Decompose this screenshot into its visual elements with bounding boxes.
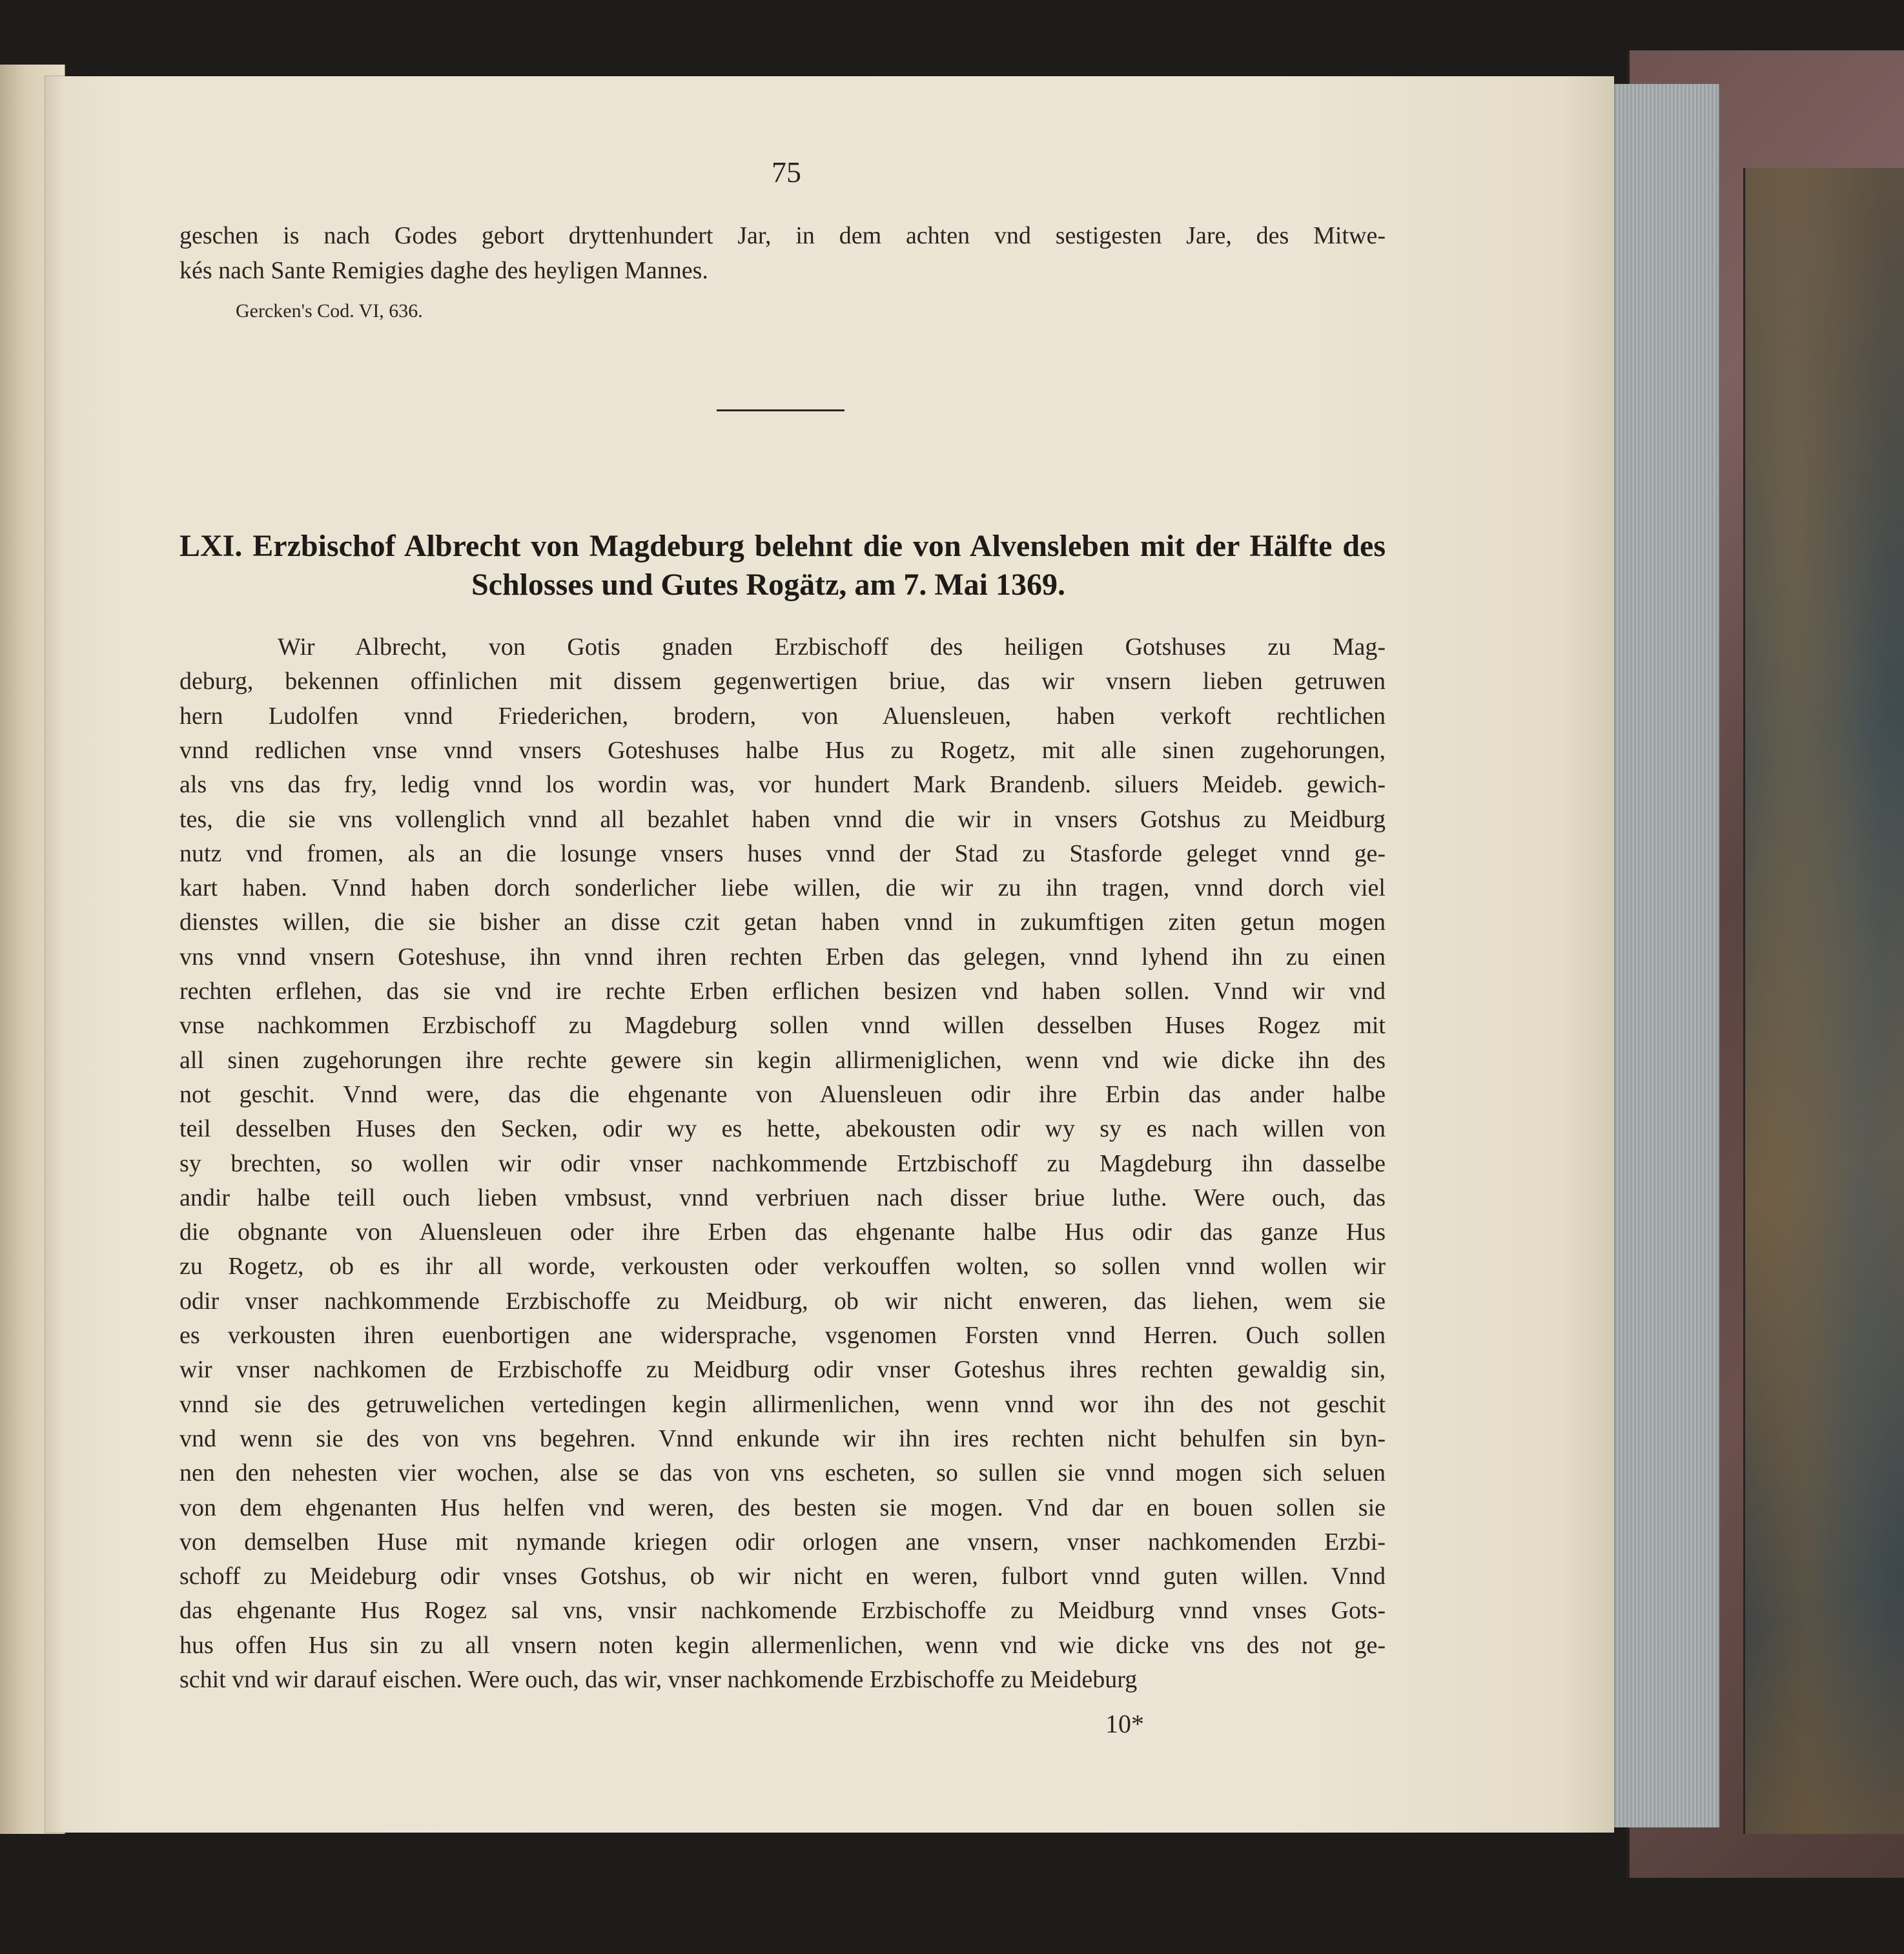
body-line: nen den nehesten vier wochen, alse se das von vns escheten, so sullen sie vnnd mogen sich seluen bbox=[179, 1459, 1386, 1487]
body-line: andir halbe teill ouch lieben vmbsust, vnnd verbriuen nach disser briue luthe. Were ouch, das bbox=[179, 1184, 1386, 1211]
document-heading-line-2: Schlosses und Gutes Rogätz, am 7. Mai 1369. bbox=[471, 568, 1066, 602]
body-line: vnnd redlichen vnse vnnd vnsers Goteshuses halbe Hus zu Rogetz, mit alle sinen zugehorungen, bbox=[179, 736, 1386, 764]
signature-mark: 10* bbox=[1105, 1709, 1144, 1738]
document-heading-line-1: LXI. Erzbischof Albrecht von Magdeburg belehnt die von Alvensleben mit der Hälfte des bbox=[179, 529, 1386, 563]
body-line: nutz vnd fromen, als an die losunge vnsers huses vnnd der Stad zu Stasforde geleget vnnd ge- bbox=[179, 839, 1386, 867]
body-line: von dem ehgenanten Hus helfen vnd weren, des besten sie mogen. Vnd dar en bouen sollen sie bbox=[179, 1494, 1386, 1521]
body-line: hern Ludolfen vnnd Friederichen, brodern, von Aluensleuen, haben verkoft rechtlichen bbox=[179, 702, 1386, 730]
intro-line: kés nach Sante Remigies daghe des heyligen Mannes. bbox=[179, 257, 708, 284]
body-line: all sinen zugehorungen ihre rechte gewere sin kegin allirmeniglichen, wenn vnd wie dicke ihn des bbox=[179, 1046, 1386, 1074]
body-line: Wir Albrecht, von Gotis gnaden Erzbischoff des heiligen Gotshuses zu Mag- bbox=[278, 633, 1386, 661]
body-line: vnnd sie des getruwelichen vertedingen kegin allirmenlichen, wenn vnnd wor ihn des not geschit bbox=[179, 1390, 1386, 1418]
body-line: es verkousten ihren euenbortigen ane widersprache, vsgenomen Forsten vnnd Herren. Ouch sollen bbox=[179, 1322, 1386, 1349]
body-line: vns vnnd vnsern Goteshuse, ihn vnnd ihren rechten Erben das gelegen, vnnd lyhend ihn zu einen bbox=[179, 943, 1386, 971]
body-line: tes, die sie vns vollenglich vnnd all bezahlet haben vnnd die wir in vnsers Gotshus zu Meidburg bbox=[179, 805, 1386, 833]
section-divider bbox=[717, 409, 845, 411]
body-line: kart haben. Vnnd haben dorch sonderlicher liebe willen, die wir zu ihn tragen, vnnd dorch viel bbox=[179, 874, 1386, 902]
body-line: sy brechten, so wollen wir odir vnser nachkommende Ertzbischoff zu Magdeburg ihn dasselbe bbox=[179, 1149, 1386, 1177]
body-line: odir vnser nachkommende Erzbischoffe zu Meidburg, ob wir nicht enweren, das liehen, wem sie bbox=[179, 1287, 1386, 1315]
body-line: von demselben Huse mit nymande kriegen odir orlogen ane vnsern, vnser nachkomenden Erzbi- bbox=[179, 1528, 1386, 1556]
page-number: 75 bbox=[772, 156, 801, 189]
body-line: deburg, bekennen offinlichen mit dissem gegenwertigen briue, das wir vnsern lieben getruwen bbox=[179, 668, 1386, 695]
body-line: wir vnser nachkomen de Erzbischoffe zu Meidburg odir vnser Goteshus ihres rechten gewaldig sin, bbox=[179, 1356, 1386, 1384]
body-line: teil desselben Huses den Secken, odir wy es hette, abekousten odir wy sy es nach willen von bbox=[179, 1115, 1386, 1143]
body-line: zu Rogetz, ob es ihr all worde, verkousten oder verkouffen wolten, so sollen vnnd wollen wir bbox=[179, 1253, 1386, 1280]
body-line: als vns das fry, ledig vnnd los wordin was, vor hundert Mark Brandenb. siluers Meideb. gewich- bbox=[179, 771, 1386, 799]
body-line: vnd wenn sie des von vns begehren. Vnnd enkunde wir ihn ires rechten nicht behulfen sin byn- bbox=[179, 1424, 1386, 1452]
body-line: not geschit. Vnnd were, das die ehgenante von Aluensleuen odir ihre Erbin das ander halbe bbox=[179, 1080, 1386, 1108]
intro-line: geschen is nach Godes gebort dryttenhundert Jar, in dem achten vnd sestigesten Jare, des Mitwe- bbox=[179, 222, 1386, 249]
marbled-endpaper bbox=[1743, 168, 1904, 1834]
body-line: schoff zu Meideburg odir vnses Gotshus, ob wir nicht en weren, fulbort vnnd guten willen. Vnnd bbox=[179, 1563, 1386, 1590]
body-line: dienstes willen, die sie bisher an disse czit getan haben vnnd in zukumftigen ziten getun mogen bbox=[179, 909, 1386, 936]
body-line: vnse nachkommen Erzbischoff zu Magdeburg sollen vnnd willen desselben Huses Rogez mit bbox=[179, 1012, 1386, 1040]
page-block-edges bbox=[1608, 84, 1720, 1827]
source-citation: Gercken's Cod. VI, 636. bbox=[236, 300, 423, 322]
body-line: rechten erflehen, das sie vnd ire rechte Erben erflichen besizen vnd haben sollen. Vnnd wir vnd bbox=[179, 978, 1386, 1005]
body-line: schit vnd wir darauf eischen. Were ouch, das wir, vnser nachkomende Erzbischoffe zu Meideburg bbox=[179, 1666, 1138, 1693]
body-line: die obgnante von Aluensleuen oder ihre Erben das ehgenante halbe Hus odir das ganze Hus bbox=[179, 1219, 1386, 1246]
body-line: das ehgenante Hus Rogez sal vns, vnsir nachkomende Erzbischoffe zu Meidburg vnnd vnses Gots- bbox=[179, 1597, 1386, 1625]
body-line: hus offen Hus sin zu all vnsern noten kegin allermenlichen, wenn vnd wie dicke vns des not ge- bbox=[179, 1631, 1386, 1659]
